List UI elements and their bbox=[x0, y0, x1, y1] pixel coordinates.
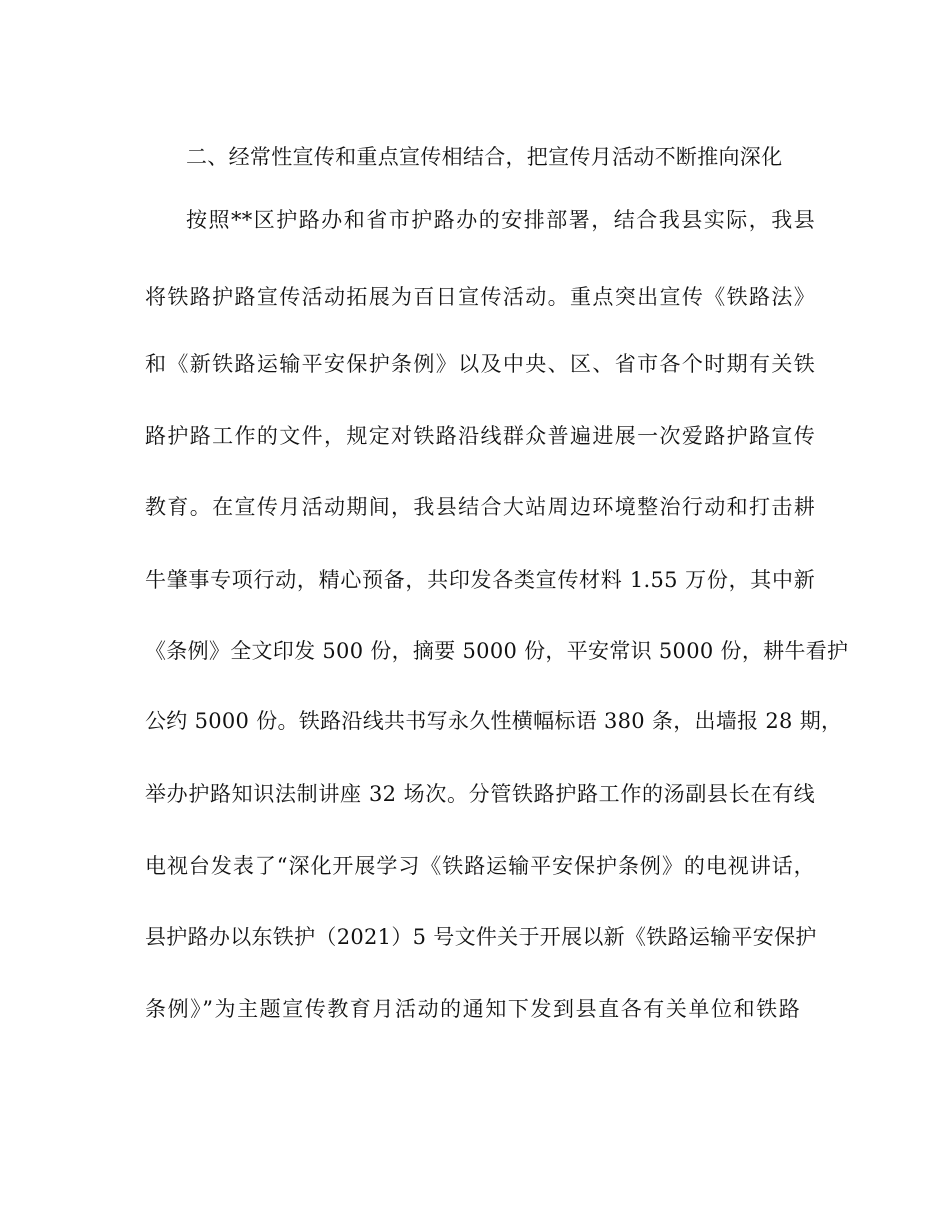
paragraph-line: 将铁路护路宣传活动拓展为百日宣传活动。重点突出宣传《铁路法》 bbox=[145, 285, 815, 309]
paragraph-line: 按照**区护路办和省市护路办的安排部署，结合我县实际，我县 bbox=[186, 208, 815, 232]
paragraph-line: 条例》”为主题宣传教育月活动的通知下发到县直各有关单位和铁路 bbox=[145, 997, 800, 1021]
paragraph-line: 公约 5000 份。铁路沿线共书写永久性横幅标语 380 条，出墙报 28 期， bbox=[145, 709, 843, 733]
paragraph-line: 路护路工作的文件，规定对铁路沿线群众普遍进展一次爱路护路宣传 bbox=[145, 424, 815, 448]
paragraph-line: 县护路办以东铁护（2021）5 号文件关于开展以新《铁路运输平安保护 bbox=[145, 925, 817, 949]
paragraph-line: 教育。在宣传月活动期间，我县结合大站周边环境整治行动和打击耕 bbox=[145, 495, 815, 519]
paragraph-line: 《条例》全文印发 500 份，摘要 5000 份，平安常识 5000 份，耕牛看护 bbox=[145, 639, 849, 663]
section-heading: 二、经常性宣传和重点宣传相结合，把宣传月活动不断推向深化 bbox=[186, 145, 783, 169]
paragraph-line: 牛肇事专项行动，精心预备，共印发各类宣传材料 1.55 万份，其中新 bbox=[145, 568, 815, 592]
paragraph-line: 电视台发表了“深化开展学习《铁路运输平安保护条例》的电视讲话， bbox=[145, 854, 815, 878]
paragraph-line: 和《新铁路运输平安保护条例》以及中央、区、省市各个时期有关铁 bbox=[145, 352, 815, 376]
paragraph-line: 举办护路知识法制讲座 32 场次。分管铁路护路工作的汤副县长在有线 bbox=[145, 782, 815, 806]
